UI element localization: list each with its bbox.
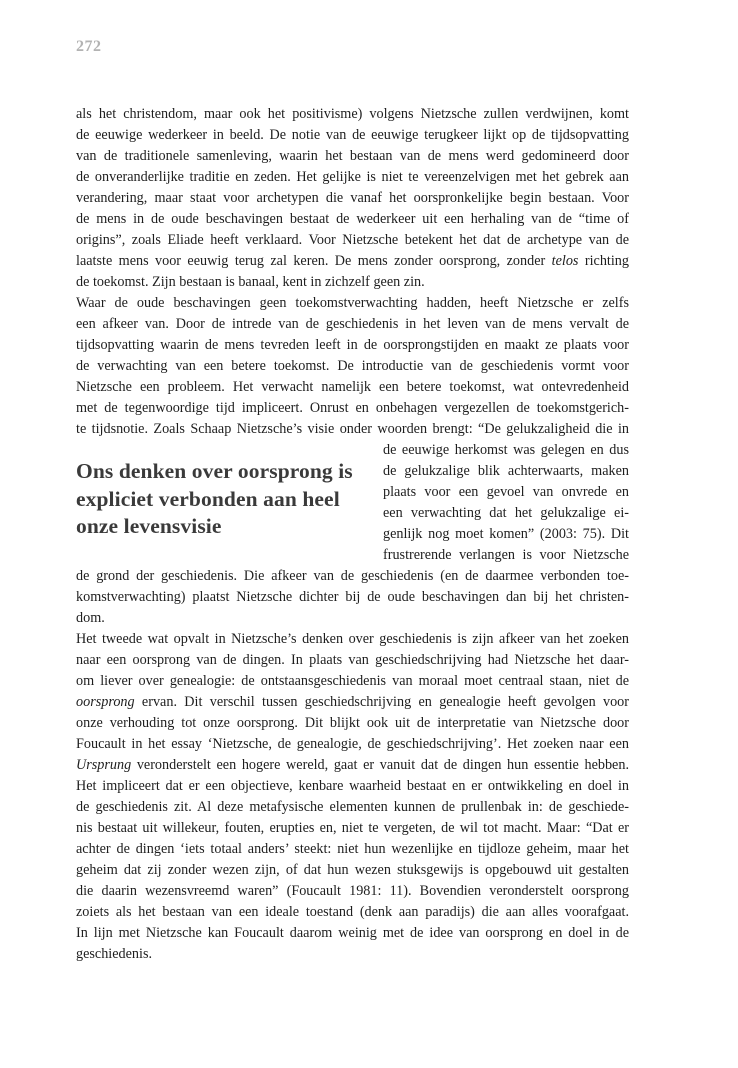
body-line: In lijn met Nietzsche kan Foucault daarom weinig met de idee van oorsprong en doel in de: [76, 925, 629, 941]
body-line: de grond der geschiedenis. Die afkeer van de geschiedenis (en de daarmee verbonden toe-: [76, 568, 629, 584]
body-line: [76, 755, 629, 776]
body-line: dom.: [76, 610, 105, 626]
text-span: veronderstelt een hogere wereld, gaat er vanuit dat de dingen hun essentie hebben.: [131, 757, 629, 773]
italic-term-ursprung: Ursprung: [76, 757, 132, 773]
body-line: de toekomst. Zijn bestaan is banaal, kent in zichzelf geen zin.: [76, 274, 425, 290]
body-line: geheim dat zij zonder wezen zijn, of dat hun wezen stuksgewijs is opgebouwd uit gestalten: [76, 862, 629, 878]
body-line: met de tegenwoordige tijd impliceert. Onrust en onbehagen vergezellen de toekomstgerich-: [76, 400, 629, 416]
body-line: naar een oorsprong van de dingen. In plaats van geschiedschrijving had Nietzsche het daar-: [76, 652, 629, 668]
body-line: van de traditionele samenleving, waarin het bestaan van de mens werd gedomineerd door: [76, 148, 629, 164]
pull-quote-line: onze levensvisie: [76, 514, 222, 538]
italic-term-oorsprong: oorsprong: [76, 694, 135, 710]
body-line: als het christendom, maar ook het positivisme) volgens Nietzsche zullen verdwijnen, komt: [76, 106, 629, 122]
body-line: om liever over genealogie: de ontstaansgeschiedenis van moraal moet centraal staan, niet de: [76, 673, 629, 689]
body-line: Het impliceert dat er een objectieve, kenbare waarheid bestaat en er ontwikkeling en doel in: [76, 778, 629, 794]
body-line: de verwachting van een betere toekomst. De introductie van de geschiedenis vormt voor: [76, 358, 629, 374]
body-line: de mens in de oude beschavingen bestaat de wederkeer uit een herhaling van de “time of: [76, 211, 629, 227]
body-line: nis bestaat uit willekeur, fouten, erupties en, niet te vergeten, de wil tot macht. Maar: “Dat er: [76, 820, 629, 836]
body-line: zoiets als het bestaan van een ideale toestand (denk aan paradijs) die aan alles voorafgaat.: [76, 904, 629, 920]
body-line: de geschiedenis zit. Al deze metafysische elementen kunnen de prullenbak in: de geschiede-: [76, 799, 629, 815]
body-line: Waar de oude beschavingen geen toekomstverwachting hadden, heeft Nietzsche er zelfs: [76, 295, 629, 311]
body-line: Foucault in het essay ‘Nietzsche, de genealogie, de geschiedschrijving’. Het zoeken naar een: [76, 736, 629, 752]
body-line: komstverwachting) plaatst Nietzsche dichter bij de oude beschavingen dan bij het christen-: [76, 589, 629, 605]
body-line-right: frustrerende verlangen is voor Nietzsche: [383, 547, 629, 563]
body-line: tijdsopvatting waarin de mens tevreden leeft in de oorsprongstijden en maakt ze plaats voor: [76, 337, 629, 353]
body-line: Het tweede wat opvalt in Nietzsche’s denken over geschiedenis is zijn afkeer van het zoeken: [76, 631, 629, 647]
body-line-right: de gelukzalige blik achterwaarts, maken: [383, 463, 629, 479]
pull-quote-line: expliciet verbonden aan heel: [76, 486, 340, 511]
pull-quote: [76, 458, 366, 541]
body-line: [76, 251, 629, 272]
body-line-right: de eeuwige herkomst was gelegen en dus: [383, 442, 629, 458]
body-line: geschiedenis.: [76, 946, 153, 962]
page-number: 272: [76, 38, 102, 55]
body-line: [76, 692, 629, 713]
body-line: Nietzsche een probleem. Het verwacht namelijk een betere toekomst, wat ontevredenheid: [76, 379, 629, 395]
body-line: een afkeer van. Door de intrede van de geschiedenis in het leven van de mens vervalt de: [76, 316, 629, 332]
body-line: onze verhouding tot onze oorsprong. Dit blijkt ook uit de interpretatie van Nietzsche door: [76, 715, 629, 731]
pull-quote-line: Ons denken over oorsprong is: [76, 459, 353, 483]
body-line: die daarin wezensvreemd waren” (Foucault 1981: 11). Bovendien veronderstelt oorsprong: [76, 883, 629, 899]
text-span: richting: [578, 253, 629, 269]
italic-term-telos: telos: [551, 253, 579, 269]
body-line: de eeuwige wederkeer in beeld. De notie van de eeuwige terugkeer lijkt op de tijdsopvatting: [76, 127, 629, 143]
body-line: achter de dingen ‘iets totaal anders’ steekt: niet hun wezenlijke en tijdloze geheim, maar het: [76, 841, 629, 857]
text-span: laatste mens voor eeuwig terug zal keren. De mens zonder oorsprong, zonder: [76, 253, 552, 269]
text-span: ervan. Dit verschil tussen geschiedschrijving en genealogie heeft gevolgen voor: [134, 694, 629, 710]
body-line: te tijdsnotie. Zoals Schaap Nietzsche’s visie onder woorden brengt: “De gelukzaligheid die in: [76, 421, 629, 437]
body-line-right: genlijk nog moet komen” (2003: 75). Dit: [383, 526, 629, 542]
body-line-right: een verwachting dat het gelukzalige ei-: [383, 505, 629, 521]
body-line-right: plaats voor een gevoel van onvrede en: [383, 484, 629, 500]
body-line: origins”, zoals Eliade heeft verklaard. Voor Nietzsche betekent het dat de archetype van de: [76, 232, 629, 248]
body-line: verandering, maar staat voor archetypen die vanaf het oorspronkelijke begin bestaan. Voor: [76, 190, 629, 206]
body-line: de onveranderlijke traditie en zeden. Het gelijke is niet te vereenzelvigen met het gebrek aan: [76, 169, 629, 185]
